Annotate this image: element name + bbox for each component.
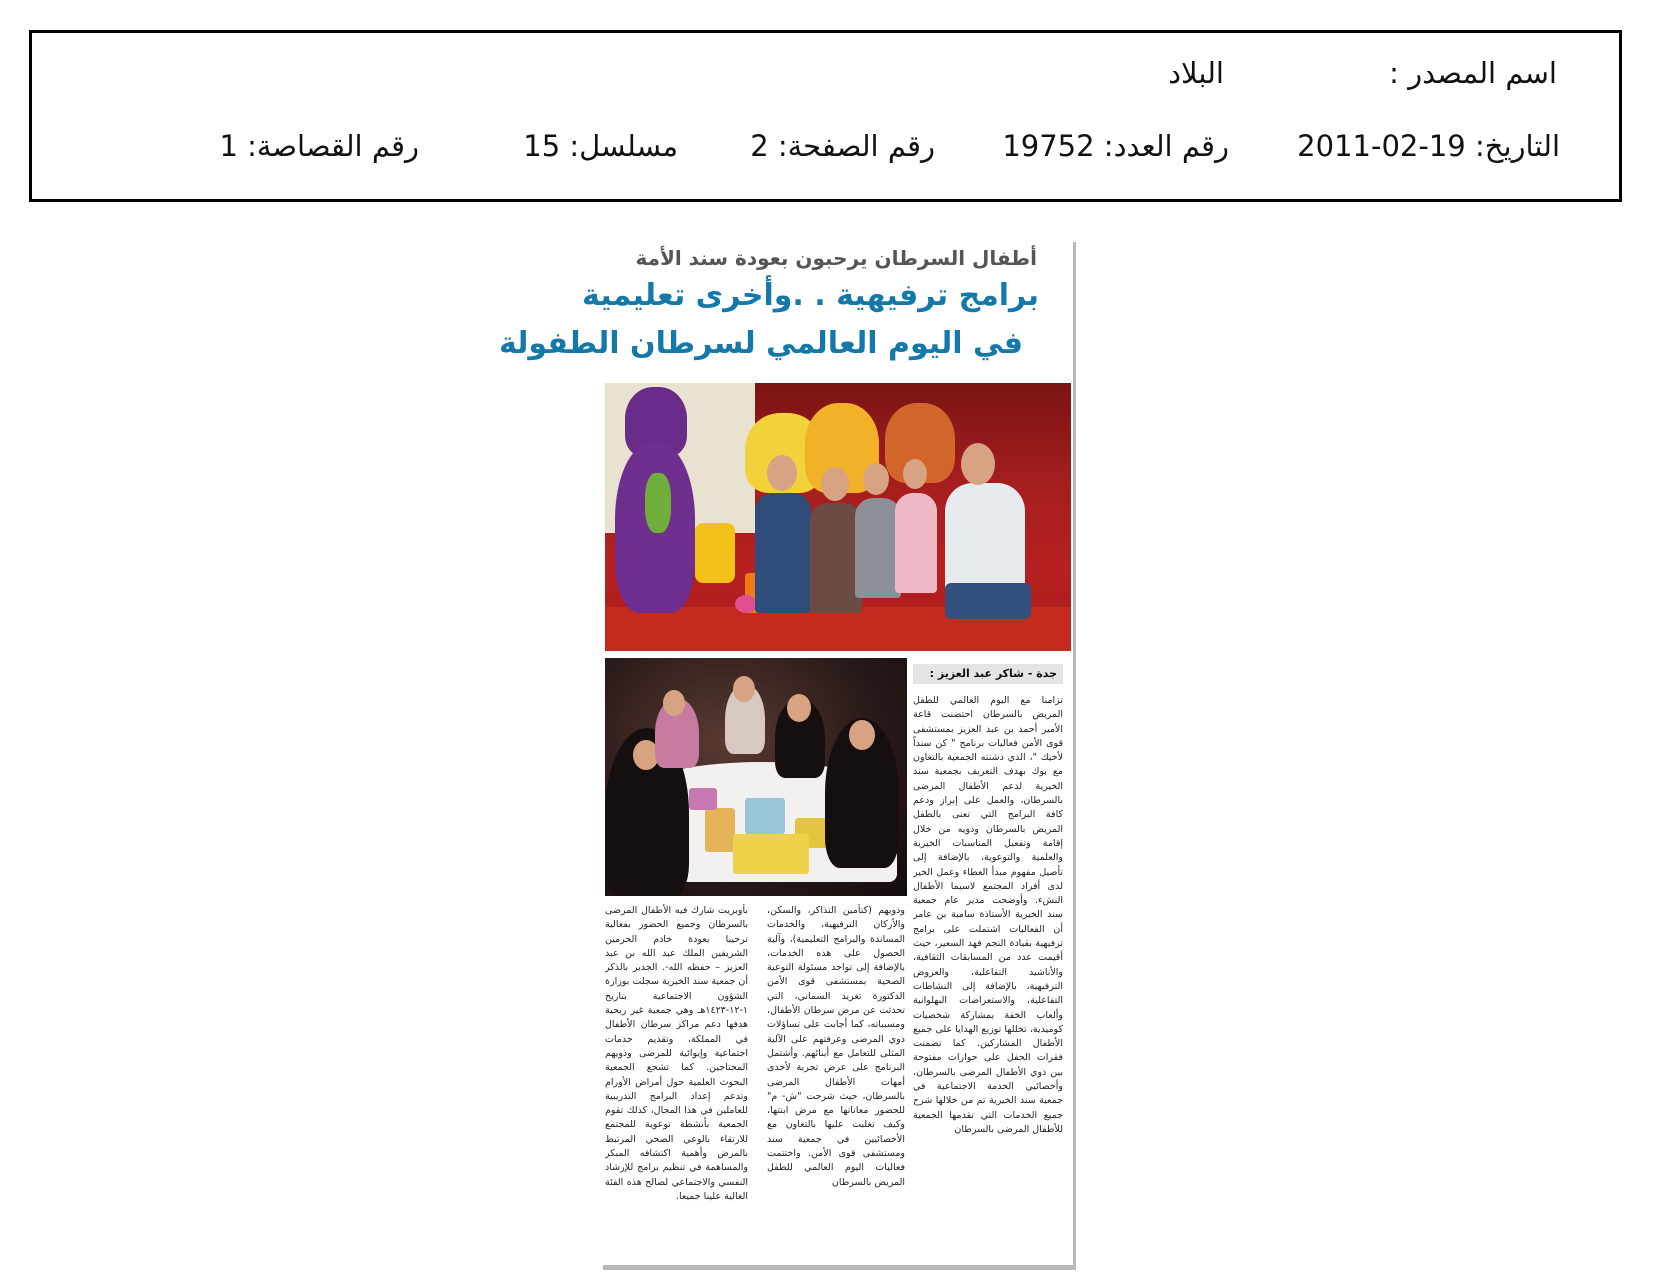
source-value: البلاد [1168,56,1224,90]
article-kicker: أطفال السرطان يرحبون بعودة سند الأمة [635,246,1037,270]
issue-number-field: رقم العدد: 19752 [1002,129,1229,163]
article-column-right: تزامنا مع اليوم العالمي للطفل المريض بالسرطان احتضنت قاعة الأمير أحمد بن عبد العزيز بمستشفى قوى الأمن فعاليات برنامج " كن سنداً لأخيك "، الذي دشنته الجمعية بالتعاون مع بوك بهدف التعريف بجمعية سند الخيرية لدعم الأطفال المرضى بالسرطان، والعمل على إبراز ودعم كافة البرامج التي تعنى بالطفل المريض بالسرطان وذويه من خلال إقامة وتفعيل المناسبات الخيرية والعلمية والتوعوية، بالإضافة إلى تأصيل مفهوم مبدأ العطاء وعمل الخير لدى أفراد المجتمع لاسيما الأطفال النشء. وأوضحت مدير عام جمعية سند الخيرية الأستاذة سامية بن عامر أن الفعاليات اشتملت على برامج ترفيهية بقيادة النجم فهد السعير، حيث أقيمت عدد من المسابقات الثقافية، والأناشيد التفاعلية، والعروض الترفيهية، بالإضافة إلى النشاطات التفاعلية، والاستعراضات البهلوانية وألعاب الخفة بمشاركة شخصيات كوميدية، تخللها توزيع الهدايا على جميع الأطفال المشاركين. كما تضمنت فقرات الحفل على حوارات مفتوحة بين ذوي الأطفال المرضى بالسرطان، وأخصائيي الخدمة الاجتماعية في جمعية سند الخيرية تم من خلالها شرح جميع الخدمات التي تقدمها الجمعية للأطفال المرضى بالسرطان [913,695,1063,1135]
newspaper-clipping [498,242,1076,1270]
date-field: التاريخ: 19-02-2011 [1297,129,1560,163]
article-headline-line-2: في اليوم العالمي لسرطان الطفولة [498,326,1023,361]
source-info-box [29,30,1622,202]
article-byline: جدة - شاكر عبد العزيز : [913,664,1063,684]
serial-field: مسلسل: 15 [523,129,678,163]
event-stage-photo [605,383,1071,651]
article-headline-line-1: برامج ترفيهية . .وأخرى تعليمية [582,278,1039,313]
craft-activity-photo [605,658,907,896]
article-column-middle: وذويهم (كتأمين التذاكر، والسكن، والأركان الترفيهية، والخدمات المساندة والبرامج التعليمية)، وآلية الحصول على هذه الخدمات، بالإضافة إلى تواجد مسئولة التوعية الصحية بمستشفى قوى الأمن الدكتورة تغريد السماني، التي تحدثت عن مرض سرطان الأطفال، ومسبباته، كما أجابت على تساؤلات ذوي المرضى وعرفتهم على الآلية المثلى للتعامل مع أبنائهم. وأشتمل البرنامج على عرض تجربة لأحدى أمهات الأطفال المرضى بالسرطان، حيث شرحت "ش- م" للحضور معاناتها مع مرض ابنتها، وكيف تغلبت عليها بالتعاون مع الأخصائيين في جمعية سند ومستشفى قوى الأمن. واختتمت فعاليات اليوم العالمي للطفل المريض بالسرطان [767,905,905,1188]
clip-number-field: رقم القصاصة: 1 [219,129,419,163]
source-label: اسم المصدر : [1389,56,1557,90]
page-number-field: رقم الصفحة: 2 [750,129,935,163]
article-column-left: بأوبريت شارك فيه الأطفال المرضى بالسرطان وجميع الحضور بفعالية ترحيبا بعودة خادم الحرمين الشريفين الملك عبد الله بن عبد العزيز – حفظه الله-. الجدير بالذكر أن جمعية سند الخيرية سجلت بوزارة الشؤون الاجتماعية بتاريخ ١-١٢-١٤٢٣هـ وهي جمعية غير ربحية هدفها دعم مراكز سرطان الأطفال في المملكة، وتقديم خدمات اجتماعية وإيوائية للمرضى وذويهم المحتاجين. كما تشجع الجمعية البحوث العلمية حول أمراض الأورام وتدعم إعداد البرامج التدريبية للعاملين في هذا المجال، كذلك تقوم الجمعية بأنشطة توعوية للمجتمع للارتقاء بالوعي الصحي المرتبط بالمرض وأهمية اكتشافه المبكر والمساهمة في تنظيم برامج للإرشاد النفسي والاجتماعي لصالح هذه الفئة الغالية علينا جميعا. [605,905,748,1202]
